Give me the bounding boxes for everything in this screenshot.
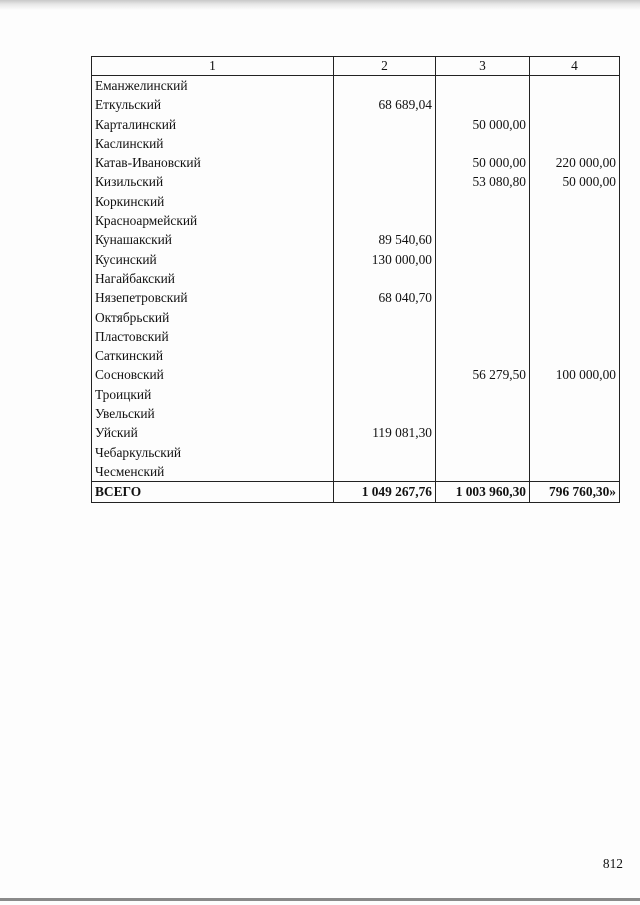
amount-cell-col-3: [436, 192, 530, 211]
district-name-cell: Чесменский: [92, 462, 334, 482]
amount-cell-col-2: 89 540,60: [334, 230, 436, 249]
amount-cell-col-4: [530, 76, 620, 96]
amount-cell-col-4: 220 000,00: [530, 153, 620, 172]
amount-cell-col-3: [436, 95, 530, 114]
amount-cell-col-4: [530, 134, 620, 153]
table-row: [92, 423, 620, 442]
table-row: [92, 404, 620, 423]
district-name-cell: Нагайбакский: [92, 269, 334, 288]
district-name-cell: Чебаркульский: [92, 443, 334, 462]
table-row: [92, 443, 620, 462]
amount-cell-col-4: [530, 308, 620, 327]
district-name-cell: Увельский: [92, 404, 334, 423]
total-col-2: 1 049 267,76: [334, 482, 436, 502]
district-name-cell: Нязепетровский: [92, 288, 334, 307]
amount-cell-col-3: [436, 423, 530, 442]
amount-cell-col-3: [436, 308, 530, 327]
table-row: [92, 365, 620, 384]
amount-cell-col-2: [334, 346, 436, 365]
amount-cell-col-2: 68 689,04: [334, 95, 436, 114]
amount-cell-col-4: [530, 423, 620, 442]
district-name-cell: Сосновский: [92, 365, 334, 384]
amount-cell-col-4: [530, 462, 620, 482]
district-name-cell: Каслинский: [92, 134, 334, 153]
table-row: [92, 211, 620, 230]
amount-cell-col-4: [530, 288, 620, 307]
amount-cell-col-4: [530, 327, 620, 346]
district-name-cell: Еманжелинский: [92, 76, 334, 96]
column-header-3: 3: [436, 57, 530, 76]
amount-cell-col-2: [334, 115, 436, 134]
district-name-cell: Красноармейский: [92, 211, 334, 230]
amount-cell-col-2: 68 040,70: [334, 288, 436, 307]
table-row: [92, 462, 620, 482]
table-row: [92, 327, 620, 346]
amount-cell-col-4: [530, 192, 620, 211]
total-col-4: 796 760,30»: [530, 482, 620, 502]
amount-cell-col-2: [334, 172, 436, 191]
amount-cell-col-3: [436, 250, 530, 269]
table-row: [92, 308, 620, 327]
amount-cell-col-4: [530, 269, 620, 288]
amount-cell-col-3: 50 000,00: [436, 153, 530, 172]
district-name-cell: Троицкий: [92, 385, 334, 404]
amount-cell-col-2: [334, 404, 436, 423]
amount-cell-col-2: [334, 153, 436, 172]
district-name-cell: Октябрьский: [92, 308, 334, 327]
amount-cell-col-4: [530, 250, 620, 269]
amount-cell-col-2: [334, 269, 436, 288]
amount-cell-col-2: [334, 327, 436, 346]
table-row: [92, 288, 620, 307]
amount-cell-col-4: 50 000,00: [530, 172, 620, 191]
scan-shadow-top: [0, 0, 640, 10]
amount-cell-col-2: [334, 308, 436, 327]
table-row: [92, 192, 620, 211]
table-total-row: [92, 482, 620, 502]
amount-cell-col-2: [334, 365, 436, 384]
amount-cell-col-3: 50 000,00: [436, 115, 530, 134]
district-name-cell: Пластовский: [92, 327, 334, 346]
amount-cell-col-2: 130 000,00: [334, 250, 436, 269]
amount-cell-col-3: [436, 443, 530, 462]
table-row: [92, 385, 620, 404]
amount-cell-col-3: [436, 134, 530, 153]
amount-cell-col-4: [530, 230, 620, 249]
table-row: [92, 95, 620, 114]
amount-cell-col-2: [334, 443, 436, 462]
district-name-cell: Уйский: [92, 423, 334, 442]
amount-cell-col-4: [530, 211, 620, 230]
amount-cell-col-4: [530, 404, 620, 423]
amount-cell-col-3: [436, 230, 530, 249]
amount-cell-col-4: [530, 95, 620, 114]
table-row: [92, 230, 620, 249]
amount-cell-col-4: [530, 443, 620, 462]
amount-cell-col-3: [436, 462, 530, 482]
column-header-1: 1: [92, 57, 334, 76]
amount-cell-col-4: 100 000,00: [530, 365, 620, 384]
column-header-4: 4: [530, 57, 620, 76]
amount-cell-col-2: [334, 192, 436, 211]
amount-cell-col-2: [334, 385, 436, 404]
allocation-table: [91, 56, 620, 503]
district-name-cell: Карталинский: [92, 115, 334, 134]
district-name-cell: Кизильский: [92, 172, 334, 191]
page-number: 812: [602, 856, 623, 871]
table-row: [92, 76, 620, 96]
district-name-cell: Коркинский: [92, 192, 334, 211]
table-row: [92, 250, 620, 269]
table-row: [92, 172, 620, 191]
district-name-cell: Еткульский: [92, 95, 334, 114]
amount-cell-col-4: [530, 115, 620, 134]
total-label: ВСЕГО: [92, 482, 334, 502]
amount-cell-col-4: [530, 346, 620, 365]
amount-cell-col-2: [334, 76, 436, 96]
amount-cell-col-2: [334, 134, 436, 153]
table-row: [92, 153, 620, 172]
table-row: [92, 115, 620, 134]
amount-cell-col-3: [436, 269, 530, 288]
total-col-3: 1 003 960,30: [436, 482, 530, 502]
district-name-cell: Кунашакский: [92, 230, 334, 249]
amount-cell-col-2: [334, 462, 436, 482]
table-header-row: [92, 57, 620, 76]
amount-cell-col-3: [436, 404, 530, 423]
table-row: [92, 134, 620, 153]
amount-cell-col-3: 53 080,80: [436, 172, 530, 191]
column-header-2: 2: [334, 57, 436, 76]
amount-cell-col-3: [436, 211, 530, 230]
district-name-cell: Кусинский: [92, 250, 334, 269]
amount-cell-col-3: [436, 385, 530, 404]
amount-cell-col-3: [436, 327, 530, 346]
amount-cell-col-2: [334, 211, 436, 230]
table-row: [92, 346, 620, 365]
amount-cell-col-4: [530, 385, 620, 404]
amount-cell-col-3: [436, 76, 530, 96]
district-name-cell: Саткинский: [92, 346, 334, 365]
amount-cell-col-3: [436, 288, 530, 307]
amount-cell-col-2: 119 081,30: [334, 423, 436, 442]
table-row: [92, 269, 620, 288]
amount-cell-col-3: 56 279,50: [436, 365, 530, 384]
amount-cell-col-3: [436, 346, 530, 365]
scan-edge-bottom: [0, 898, 640, 901]
district-name-cell: Катав-Ивановский: [92, 153, 334, 172]
